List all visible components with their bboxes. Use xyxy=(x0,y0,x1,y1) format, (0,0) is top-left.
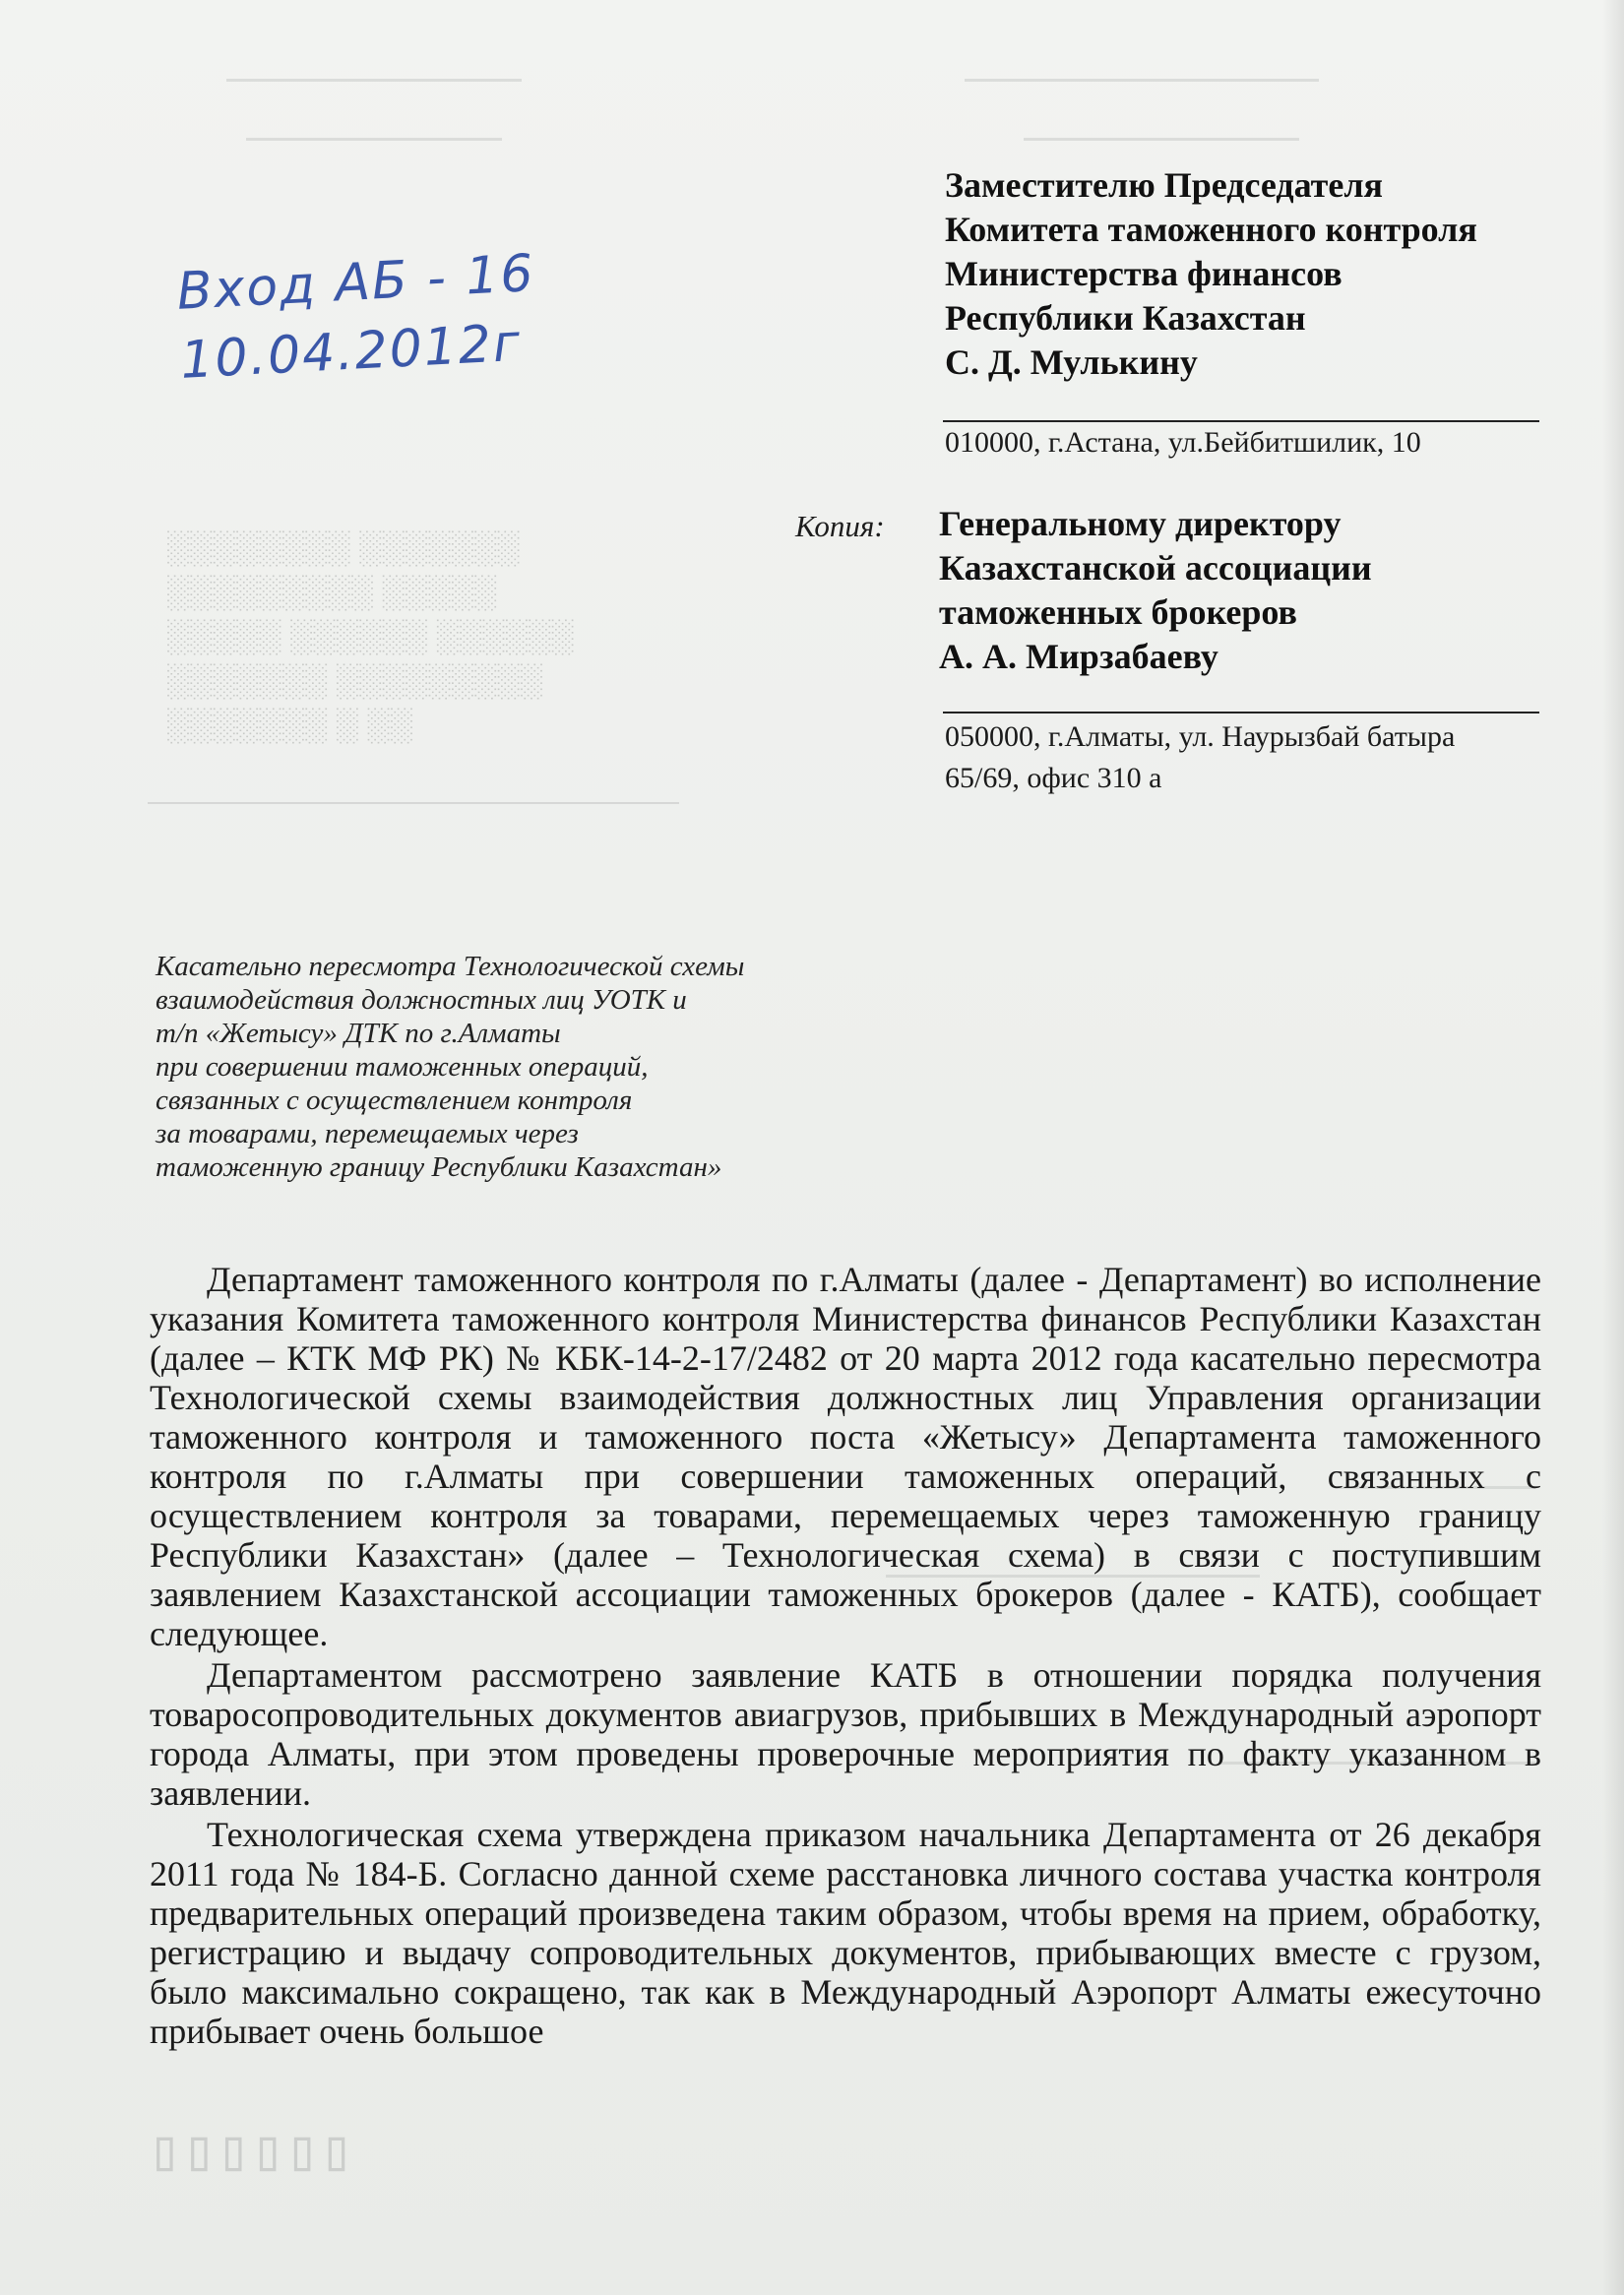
registration-number: Вход АБ - 16 xyxy=(175,243,536,322)
body-paragraph: Департамент таможенного контроля по г.Алматы (далее - Департамент) во исполнение указания Комитета таможенного контроля Министерства финансов Республики Казахстан (далее – КТК МФ РК) № КБК-14-2-17/2482 от 20 марта 2012 года касательно пересмотра Технологической схемы взаимодействия должностных лиц Управления организации таможенного контроля и таможенного поста «Жетысу» Департамента таможенного контроля по г.Алматы при совершении таможенных операций, связанных с осуществлением контроля за товарами, перемещаемых через таможенную границу Республики Казахстан» (далее – Технологическая схема) в связи с поступившим заявлением Казахстанской ассоциации таможенных брокеров (далее - КАТБ), сообщает следующее. xyxy=(150,1260,1541,1653)
copy-label: Копия: xyxy=(795,509,885,543)
subject-line: взаимодействия должностных лиц УОТК и xyxy=(156,984,687,1016)
copy-divider xyxy=(943,712,1539,713)
handwritten-registration-note xyxy=(175,239,540,396)
bleed-through-mark xyxy=(226,79,522,82)
subject-line: т/п «Жетысу» ДТК по г.Алматы xyxy=(156,1018,561,1049)
letter-body xyxy=(150,1260,1541,2053)
copy-addressee-line: Генеральному директору xyxy=(939,504,1342,543)
bleed-through-rule xyxy=(148,802,679,804)
copy-addressee-line: таможенных брокеров xyxy=(939,592,1297,632)
addressee-line: Республики Казахстан xyxy=(945,298,1306,338)
body-paragraph: Технологическая схема утверждена приказом начальника Департамента от 26 декабря 2011 года № 184-Б. Согласно данной схеме расстановка личного состава участка контроля предварительных операций произведена таким образом, чтобы время на прием, обработку, регистрацию и выдачу сопроводительных документов, прибывающих вместе с грузом, было максимально сокращено, так как в Международный Аэропорт Алматы ежесуточно прибывает очень большое xyxy=(150,1815,1541,2051)
copy-addressee-block xyxy=(939,502,1372,679)
bleed-through-mark xyxy=(965,79,1319,82)
copy-address-line-1: 050000, г.Алматы, ул. Наурызбай батыра xyxy=(945,720,1456,753)
letter-subject xyxy=(156,950,864,1184)
addressee-line: Министерства финансов xyxy=(945,254,1343,293)
body-paragraph: Департаментом рассмотрено заявление КАТБ в отношении порядка получения товаросопроводительных документов авиагрузов, прибывших в Международный аэропорт города Алматы, при этом проведены проверочные мероприятия по факту указанном в заявлении. xyxy=(150,1655,1541,1813)
subject-line: за товарами, перемещаемых через xyxy=(156,1118,579,1149)
subject-line: связанных с осуществлением контроля xyxy=(156,1085,633,1116)
page-edge-shadow xyxy=(1602,0,1624,2295)
bleed-through-mark xyxy=(1024,138,1299,141)
addressee-block xyxy=(945,163,1555,385)
addressee-line: Заместителю Председателя xyxy=(945,165,1383,205)
addressee-line: Комитета таможенного контроля xyxy=(945,210,1477,249)
bleed-through-serial-number: ▯▯▯▯▯▯ xyxy=(148,2116,354,2183)
registration-date: 10.04.2012г xyxy=(178,313,524,391)
bleed-through-mark xyxy=(246,138,502,141)
subject-line: таможенную границу Республики Казахстан» xyxy=(156,1151,722,1183)
copy-addressee-line: А. А. Мирзабаеву xyxy=(939,637,1218,676)
addressee-line: С. Д. Мулькину xyxy=(945,342,1198,382)
bleed-through-text: ░░░░░░░ ░░░░░░░░ ░░░░░ ░░░░░░░░░ ░░░░░░ ░░░░░░ ░░░░░ ░░░░░░░░░ ░░░░░░░ ░░ ░ ░░░░░░░ xyxy=(167,530,575,743)
addressee-address: 010000, г.Астана, ул.Бейбитшилик, 10 xyxy=(945,426,1421,459)
subject-line: Касательно пересмотра Технологической схемы xyxy=(156,951,745,982)
copy-address-line-2: 65/69, офис 310 а xyxy=(945,762,1162,794)
copy-addressee-line: Казахстанской ассоциации xyxy=(939,548,1372,588)
subject-line: при совершении таможенных операций, xyxy=(156,1051,649,1083)
